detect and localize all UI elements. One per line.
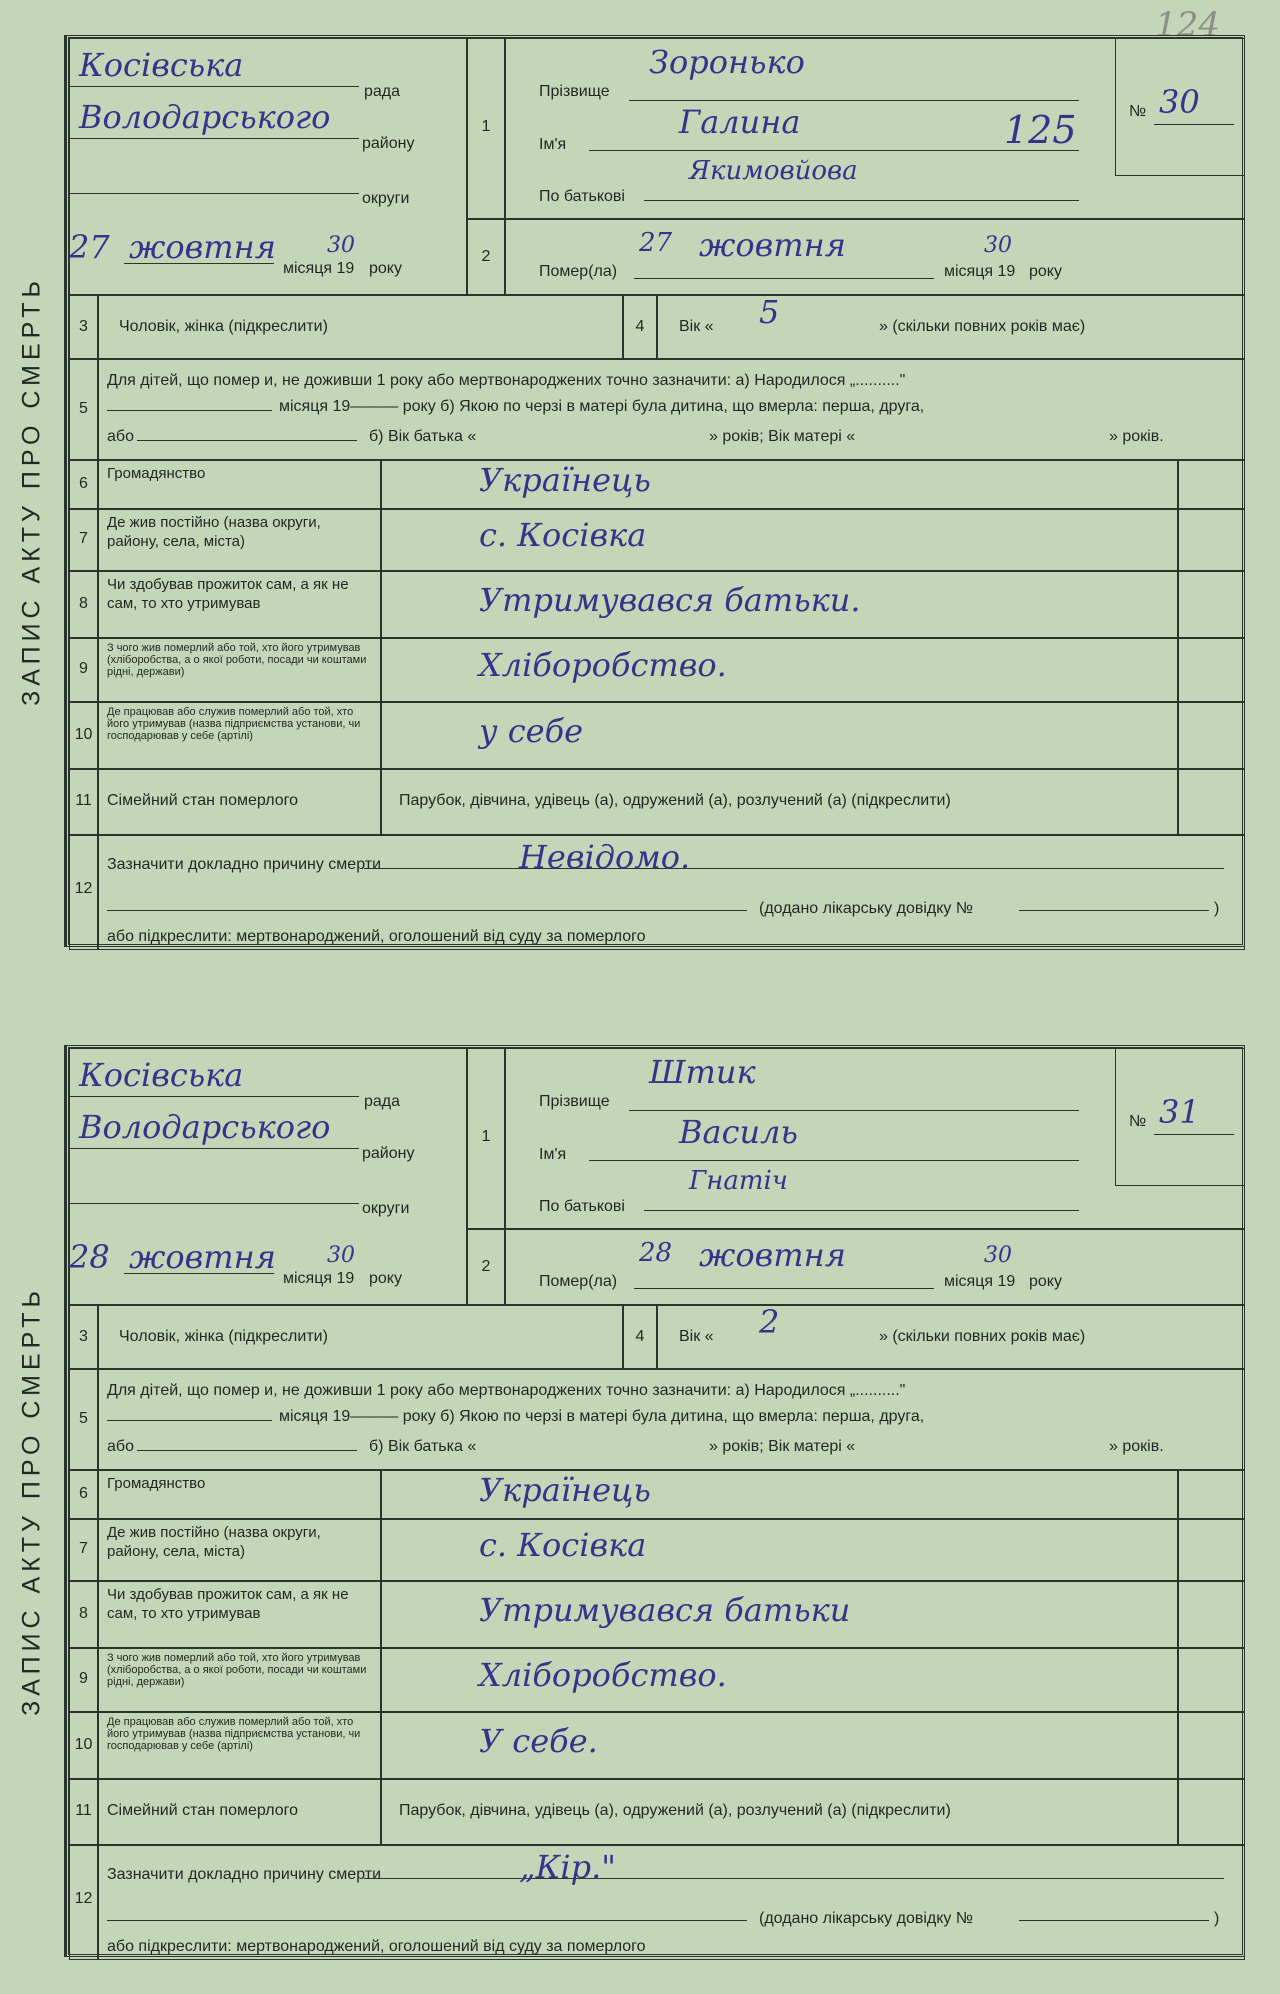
row-number: 3	[79, 1328, 88, 1345]
age-prefix: Вік «	[679, 1328, 714, 1345]
blank-line	[364, 868, 1224, 869]
r5-line1: Для дітей, що помер и, не доживши 1 року або мертвонароджених точно зазначити: а) Народилося „.........."	[107, 1382, 906, 1399]
month-label: місяця 19	[283, 1270, 355, 1287]
row-number: 4	[635, 318, 645, 335]
death-record	[0, 1045, 1260, 1957]
number-label: №	[1129, 103, 1147, 120]
sex-label: Чоловік, жінка (підкреслити)	[119, 318, 328, 335]
margin-cell	[1178, 1581, 1245, 1648]
age-value: 5	[759, 293, 780, 331]
blank-line	[364, 1878, 1224, 1879]
blank-line	[107, 1920, 747, 1921]
margin-cell	[1178, 1712, 1245, 1779]
workplace-label: Де працював або служив померлий або той, хто його утримував (назва підприємства установи, чи господарював у себе (артілі)	[107, 706, 361, 742]
margin-cell	[1178, 638, 1245, 702]
month-label: місяця 19	[283, 260, 355, 277]
okrug-label: округи	[362, 1200, 410, 1217]
death-month: жовтня	[699, 1236, 846, 1274]
cause-label: Зазначити докладно причину смерти	[107, 1866, 382, 1883]
cert-label: (додано лікарську довідку №	[759, 1910, 974, 1927]
cause-label: Зазначити докладно причину смерти	[107, 856, 382, 873]
occupation-label: З чого жив померлий або той, хто його утримував (хліборобства, а о якої роботи, посади чи коштами рідні, держави)	[107, 1652, 367, 1688]
blank-line	[124, 263, 274, 264]
r5-line1: Для дітей, що помер и, не доживши 1 року або мертвонароджених точно зазначити: а) Народилося „.........."	[107, 372, 906, 389]
record-title: ЗАПИС АКТУ ПРО СМЕРТЬ	[17, 276, 46, 706]
livelihood-value: Утримувався батьки.	[479, 580, 861, 619]
row-number: 5	[79, 400, 88, 417]
year-label: року	[369, 1270, 402, 1287]
or-underline: або підкреслити: мертвонароджений, оголошений від суду за померлого	[107, 1938, 646, 1955]
row-number: 8	[79, 1604, 88, 1622]
row-number: 3	[79, 318, 88, 335]
year-label: року	[369, 260, 402, 277]
row-number: 8	[79, 594, 88, 612]
blank-line	[1154, 1134, 1234, 1135]
row-number: 2	[481, 248, 491, 265]
reg-day: 28	[69, 1238, 110, 1276]
row-number: 9	[79, 1670, 88, 1687]
cert-end: )	[1214, 900, 1220, 917]
livelihood-value: Утримувався батьки	[479, 1590, 851, 1629]
margin-cell	[1178, 702, 1245, 769]
livelihood-label: Чи здобував прожиток сам, а як не сам, то хто утримував	[107, 1586, 349, 1622]
margin-cell	[1178, 1470, 1245, 1519]
r5-line3b: б) Вік батька «	[369, 428, 477, 445]
cert-end: )	[1214, 1910, 1220, 1927]
residence-label: Де жив постійно (назва округи, району, села, міста)	[107, 1524, 321, 1560]
margin-cell	[1178, 1648, 1245, 1712]
blank-line	[629, 1110, 1079, 1111]
surname-value: Штик	[649, 1053, 756, 1091]
row-number: 10	[74, 1735, 93, 1753]
workplace-label: Де працював або служив померлий або той, хто його утримував (назва підприємства установи, чи господарював у себе (артілі)	[107, 1716, 361, 1752]
blank-line	[107, 410, 272, 411]
reg-month: жовтня	[129, 1238, 276, 1276]
number-label: №	[1129, 1113, 1147, 1130]
workplace-value: У себе.	[479, 1721, 598, 1760]
marital-options: Парубок, дівчина, удівець (а), одружений (а), розлучений (а) (підкреслити)	[399, 1802, 951, 1819]
row-number: 5	[79, 1410, 88, 1427]
livelihood-label: Чи здобував прожиток сам, а як не сам, то хто утримував	[107, 576, 349, 612]
blank-line	[107, 910, 747, 911]
row-number: 4	[635, 1328, 645, 1345]
raion-label: району	[362, 135, 415, 152]
margin-cell	[1178, 509, 1245, 571]
record-form	[66, 35, 1245, 947]
age-suffix: » (скільки повних років має)	[879, 1328, 1086, 1345]
vertical-title	[0, 1045, 66, 1957]
death-day: 28	[639, 1238, 673, 1268]
margin-cell	[1178, 460, 1245, 509]
blank-line	[69, 138, 359, 139]
death-date-cell	[505, 1229, 1245, 1305]
row-number: 11	[75, 792, 92, 809]
citizenship-value: Українець	[479, 1470, 651, 1509]
death-year: 30	[984, 1243, 1012, 1268]
marital-label: Сімейний стан померлого	[107, 1802, 299, 1819]
citizenship-label: Громадянство	[107, 1475, 206, 1492]
blank-line	[644, 1210, 1079, 1211]
name-value: Галина	[679, 103, 801, 141]
month-label: місяця 19	[944, 1273, 1016, 1290]
raion-value: Володарського	[79, 98, 331, 136]
blank-line	[589, 1160, 1079, 1161]
blank-line	[107, 1420, 272, 1421]
surname-value: Зоронько	[649, 43, 805, 81]
blank-line	[1019, 1920, 1209, 1921]
cause-value: Невідомо.	[519, 838, 691, 876]
occupation-value: Хліборобство.	[479, 1656, 727, 1694]
blank-line	[69, 1148, 359, 1149]
row-number: 2	[481, 1258, 491, 1275]
blank-line	[124, 1273, 274, 1274]
patronymic-label: По батькові	[539, 1198, 625, 1215]
r5-line3a: або	[107, 1438, 134, 1455]
row-number: 7	[79, 530, 88, 547]
blank-line	[634, 1288, 934, 1289]
raion-value: Володарського	[79, 1108, 331, 1146]
page-number: 124	[1155, 5, 1220, 45]
margin-cell	[1178, 1519, 1245, 1581]
okrug-label: округи	[362, 190, 410, 207]
death-month: жовтня	[699, 226, 846, 264]
death-record	[0, 35, 1260, 947]
patronymic-label: По батькові	[539, 188, 625, 205]
blank-line	[69, 1096, 359, 1097]
cert-label: (додано лікарську довідку №	[759, 900, 974, 917]
age-value: 2	[759, 1303, 780, 1341]
raion-label: району	[362, 1145, 415, 1162]
reg-month: жовтня	[129, 228, 276, 266]
blank-line	[1154, 124, 1234, 125]
residence-value: с. Косівка	[479, 516, 647, 554]
r5-line2: місяця 19——— року б) Якою по черзі в матері була дитина, що вмерла: перша, друга,	[279, 1408, 925, 1425]
record-form	[66, 1045, 1245, 1957]
patronymic-value: Гнатіч	[689, 1166, 788, 1196]
name-label: Ім'я	[539, 1146, 567, 1163]
reg-day: 27	[69, 228, 110, 266]
r5-line3a: або	[107, 428, 134, 445]
row-number: 6	[79, 1484, 88, 1502]
year-label: року	[1029, 263, 1062, 280]
blank-line	[629, 100, 1079, 101]
surname-label: Прізвище	[539, 1093, 610, 1110]
rada-label: рада	[364, 1093, 401, 1110]
name-value: Василь	[679, 1113, 798, 1151]
r5-line3b: б) Вік батька «	[369, 1438, 477, 1455]
r5-line3d: » років.	[1109, 428, 1164, 445]
workplace-value: у себе	[479, 711, 584, 750]
row-number: 1	[481, 1128, 491, 1145]
or-underline: або підкреслити: мертвонароджений, оголошений від суду за померлого	[107, 928, 646, 945]
row-number: 11	[75, 1802, 92, 1819]
residence-value: с. Косівка	[479, 1526, 647, 1564]
patronymic-value: Якимовйова	[689, 156, 858, 186]
annotation-value: 125	[1004, 108, 1077, 152]
r5-line3c: » років; Вік матері «	[709, 428, 856, 445]
row-number: 10	[74, 725, 93, 743]
blank-line	[137, 440, 357, 441]
age-prefix: Вік «	[679, 318, 714, 335]
margin-cell	[1178, 1779, 1245, 1845]
blank-line	[634, 278, 934, 279]
r5-line2: місяця 19——— року б) Якою по черзі в матері була дитина, що вмерла: перша, друга,	[279, 398, 925, 415]
residence-label: Де жив постійно (назва округи, району, села, міста)	[107, 514, 321, 550]
death-day: 27	[639, 228, 673, 258]
name-label: Ім'я	[539, 136, 567, 153]
row-number: 1	[481, 118, 491, 135]
blank-line	[1019, 910, 1209, 911]
death-year: 30	[984, 233, 1012, 258]
blank-line	[69, 86, 359, 87]
r5-line3d: » років.	[1109, 1438, 1164, 1455]
blank-line	[69, 1203, 359, 1204]
rada-value: Косівська	[79, 46, 244, 84]
r5-line3c: » років; Вік матері «	[709, 1438, 856, 1455]
death-date-cell	[505, 219, 1245, 295]
row-number: 9	[79, 660, 88, 677]
row-number: 12	[74, 1890, 93, 1907]
citizenship-value: Українець	[479, 460, 651, 499]
row-number: 6	[79, 474, 88, 492]
died-label: Помер(ла)	[539, 263, 618, 280]
rada-label: рада	[364, 83, 401, 100]
age-suffix: » (скільки повних років має)	[879, 318, 1086, 335]
rada-value: Косівська	[79, 1056, 244, 1094]
record-title: ЗАПИС АКТУ ПРО СМЕРТЬ	[17, 1286, 46, 1716]
record-number: 31	[1159, 1093, 1200, 1131]
month-label: місяця 19	[944, 263, 1016, 280]
reg-year: 30	[327, 1243, 355, 1268]
occupation-value: Хліборобство.	[479, 646, 727, 684]
surname-label: Прізвище	[539, 83, 610, 100]
vertical-title	[0, 35, 66, 947]
blank-line	[644, 200, 1079, 201]
died-label: Помер(ла)	[539, 1273, 618, 1290]
margin-cell	[1178, 769, 1245, 835]
occupation-label: З чого жив померлий або той, хто його утримував (хліборобства, а о якої роботи, посади чи коштами рідні, держави)	[107, 642, 367, 678]
blank-line	[137, 1450, 357, 1451]
margin-cell	[1178, 571, 1245, 638]
sex-label: Чоловік, жінка (підкреслити)	[119, 1328, 328, 1345]
marital-label: Сімейний стан померлого	[107, 792, 299, 809]
marital-options: Парубок, дівчина, удівець (а), одружений (а), розлучений (а) (підкреслити)	[399, 792, 951, 809]
record-number: 30	[1159, 83, 1200, 121]
row-number: 12	[74, 880, 93, 897]
citizenship-label: Громадянство	[107, 465, 206, 482]
row-number: 7	[79, 1540, 88, 1557]
year-label: року	[1029, 1273, 1062, 1290]
cause-value: „Кір."	[519, 1848, 616, 1886]
blank-line	[69, 193, 359, 194]
reg-year: 30	[327, 233, 355, 258]
